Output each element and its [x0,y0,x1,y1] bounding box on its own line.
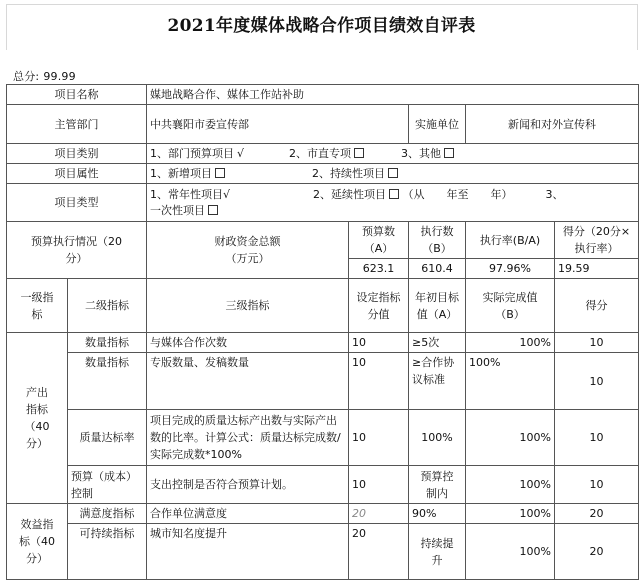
checkbox-icon [354,148,364,158]
attr-label: 项目属性 [7,164,147,184]
target-cell: 持续提升 [409,524,466,580]
check-mark-icon: √ [237,147,245,160]
checkbox-icon [208,205,218,215]
level3-cell: 城市知名度提升 [147,524,349,580]
rate-header: 执行率(B/A) [466,222,555,259]
target-cell: ≥合作协议标准 [409,353,466,410]
actual-cell: 100% [466,524,555,580]
project-name-value: 媒地战略合作、媒体工作站补助 [147,85,639,105]
table-row [7,410,639,466]
checkbox-icon [388,168,398,178]
level2-cell: 预算（成本）控制 [68,466,147,504]
row-budget-header [7,222,639,259]
actual-cell: 100% [466,466,555,504]
target-header: 年初目标值（A） [409,279,466,333]
level3-cell: 合作单位满意度 [147,504,349,524]
weight-cell: 20 [349,524,409,580]
budget-a-value: 623.1 [349,259,409,279]
row-indicator-header [7,279,639,333]
category-options [147,144,639,164]
level2-cell: 可持续指标 [68,524,147,580]
weight-cell: 10 [349,466,409,504]
table-row [7,466,639,504]
budget-label: 预算执行情况（20分） [7,222,147,279]
category-opt-3: 3、其他 [401,147,442,160]
level3-header: 三级指标 [147,279,349,333]
type-options [147,184,639,222]
table-row [7,524,639,580]
actual-cell: 100% [466,353,555,410]
checkbox-icon [215,168,225,178]
actual-cell: 100% [466,410,555,466]
actual-cell: 100% [466,333,555,353]
type-opt-3: 一次性项目 [150,203,205,217]
weight-header: 设定指标分值 [349,279,409,333]
total-score [13,68,80,84]
table-row [7,333,639,353]
table-row [7,504,639,524]
type-years: （从 年至 年） [402,187,513,201]
weight-cell: 10 [349,410,409,466]
table-row [7,353,639,410]
exec-b-header: 执行数（B） [409,222,466,259]
level3-cell: 支出控制是否符合预算计划。 [147,466,349,504]
form-title: 2021年度媒体战略合作项目绩效自评表 [167,16,476,36]
rate-value: 97.96% [466,259,555,279]
level2-cell: 满意度指标 [68,504,147,524]
benefit-indicator-label: 效益指标（40分） [7,504,68,580]
score-cell: 20 [555,504,639,524]
type-opt-2: 2、延续性项目 [313,187,387,201]
check-mark-icon: √ [223,187,231,201]
row-department [7,105,639,144]
checkbox-icon [389,189,399,199]
type-label: 项目类型 [7,184,147,222]
target-cell: 100% [409,410,466,466]
actual-cell: 100% [466,504,555,524]
target-cell: 预算控制内 [409,466,466,504]
score-header: 得分 [555,279,639,333]
level2-header: 二级指标 [68,279,147,333]
target-cell: ≥5次 [409,333,466,353]
row-attribute [7,164,639,184]
dept-label: 主管部门 [7,105,147,144]
actual-header: 实际完成值（B） [466,279,555,333]
weight-cell: 20 [349,504,409,524]
score-cell: 10 [555,333,639,353]
checkbox-icon [444,148,454,158]
type-opt-1: 1、常年性项目 [150,187,223,201]
type-opt-3-prefix: 3、 [545,187,564,201]
project-name-label: 项目名称 [7,85,147,105]
level3-cell: 与媒体合作次数 [147,333,349,353]
budget-score-value: 19.59 [555,259,639,279]
fund-label: 财政资金总额（万元） [147,222,349,279]
weight-cell: 10 [349,353,409,410]
total-score-value: 99.99 [43,70,76,83]
attr-opt-1: 1、新增项目 [150,167,212,180]
row-project-name [7,85,639,105]
attr-options [147,164,639,184]
impl-label: 实施单位 [409,105,466,144]
row-category [7,144,639,164]
category-opt-1: 1、部门预算项目 [150,147,234,160]
score-cell: 10 [555,353,639,410]
output-indicator-label: 产出指标（40分） [7,333,68,504]
total-score-label: 总分: [13,70,40,83]
category-opt-2: 2、市直专项 [289,147,352,160]
level3-cell: 专版数量、发稿数量 [147,353,349,410]
budget-a-header: 预算数（A） [349,222,409,259]
budget-score-header: 得分（20分×执行率） [555,222,639,259]
exec-b-value: 610.4 [409,259,466,279]
level2-cell: 数量指标 [68,333,147,353]
level3-cell: 项目完成的质量达标产出数与实际产出数的比率。计算公式：质量达标完成数/实际完成数*100% [147,410,349,466]
score-cell: 10 [555,410,639,466]
impl-value: 新闻和对外宣传科 [466,105,639,144]
weight-cell: 10 [349,333,409,353]
level1-header: 一级指标 [7,279,68,333]
evaluation-table [6,84,639,580]
dept-value: 中共襄阳市委宣传部 [147,105,409,144]
attr-opt-2: 2、持续性项目 [312,167,385,180]
level2-cell: 质量达标率 [68,410,147,466]
category-label: 项目类别 [7,144,147,164]
level2-cell: 数量指标 [68,353,147,410]
row-type [7,184,639,222]
target-cell: 90% [409,504,466,524]
score-cell: 20 [555,524,639,580]
score-cell: 10 [555,466,639,504]
